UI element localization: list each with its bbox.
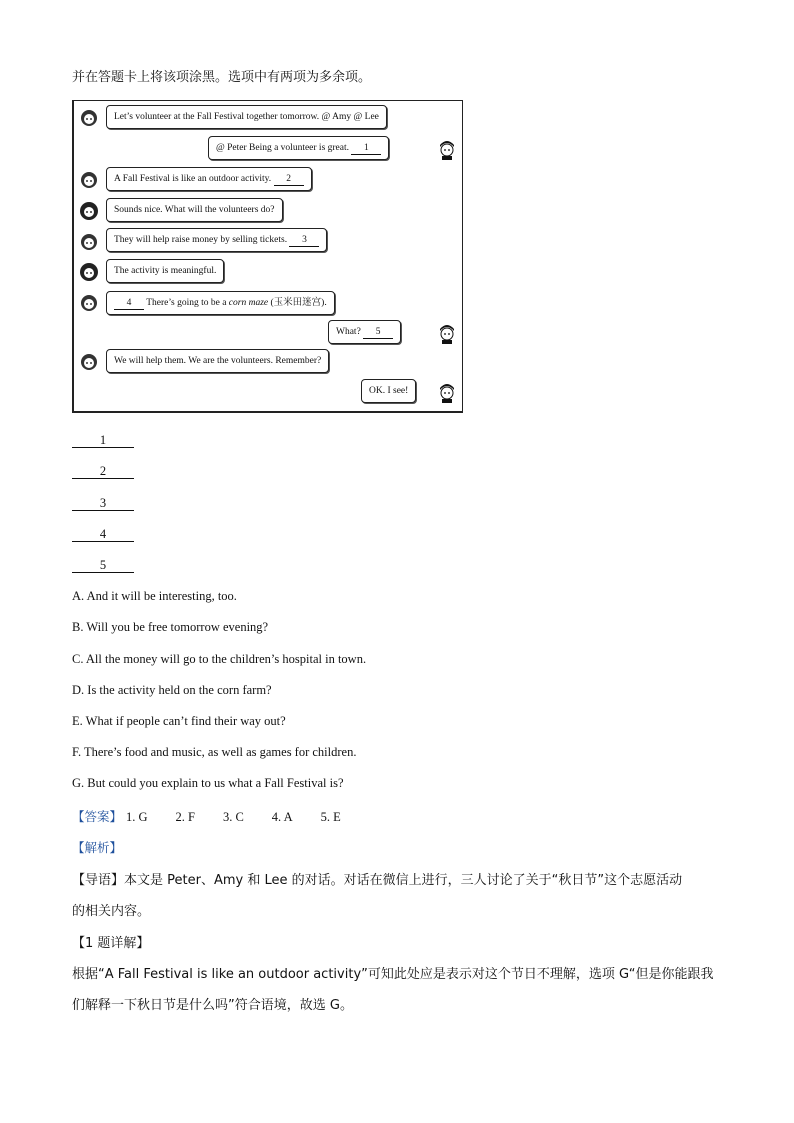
- guide-paragraph-cont: 的相关内容。: [72, 904, 151, 919]
- chat-bubble-10: OK. I see!: [361, 379, 416, 403]
- detail-1-label: 【1 题详解】: [72, 936, 150, 951]
- peter-avatar-icon: [78, 231, 100, 253]
- option-c: C. All the money will go to the children’s hospital in town.: [72, 652, 367, 666]
- amy-avatar-icon: [78, 261, 100, 283]
- blank-line-1: 1: [72, 433, 134, 448]
- lee-avatar-icon: [436, 322, 458, 344]
- chat-bubble-9: We will help them. We are the volunteers. Remember?: [106, 349, 329, 373]
- blank-line-3: 3: [72, 496, 134, 511]
- chat-bubble-1: Let’s volunteer at the Fall Festival together tomorrow. @ Amy @ Lee: [106, 105, 387, 129]
- peter-avatar-icon: [78, 169, 100, 191]
- blank-line-4: 4: [72, 527, 134, 542]
- peter-avatar-icon: [78, 292, 100, 314]
- chat-bubble-7: 4 There’s going to be a corn maze (玉米田迷宫).: [106, 291, 335, 315]
- chat-bubble-5: They will help raise money by selling tickets. 3: [106, 228, 327, 252]
- guide-paragraph: 【导语】本文是 Peter、Amy 和 Lee 的对话。对话在微信上进行，三人讨论了关于“秋日节”这个志愿活动: [72, 873, 683, 888]
- chat-bubble-2: @ Peter Being a volunteer is great. 1: [208, 136, 389, 160]
- lee-avatar-icon: [436, 138, 458, 160]
- chat-bubble-6: The activity is meaningful.: [106, 259, 224, 283]
- option-f: F. There’s food and music, as well as games for children.: [72, 745, 357, 759]
- option-g: G. But could you explain to us what a Fall Festival is?: [72, 776, 344, 790]
- amy-avatar-icon: [78, 200, 100, 222]
- chat-bubble-8: What? 5: [328, 320, 401, 344]
- instruction-text: 并在答题卡上将该项涂黑。选项中有两项为多余项。: [72, 70, 372, 85]
- chat-bubble-4: Sounds nice. What will the volunteers do?: [106, 198, 283, 222]
- chat-image: [72, 100, 463, 413]
- peter-avatar-icon: [78, 351, 100, 373]
- option-e: E. What if people can’t find their way out?: [72, 714, 286, 728]
- detail-1-line2: 们解释一下秋日节是什么吗”符合语境，故选 G。: [72, 998, 353, 1013]
- option-d: D. Is the activity held on the corn farm?: [72, 683, 272, 697]
- chat-bubble-3: A Fall Festival is like an outdoor activity. 2: [106, 167, 312, 191]
- option-a: A. And it will be interesting, too.: [72, 589, 237, 603]
- blank-line-5: 5: [72, 558, 134, 573]
- option-b: B. Will you be free tomorrow evening?: [72, 620, 269, 634]
- detail-1-line1: 根据“A Fall Festival is like an outdoor activity”可知此处应是表示对这个节日不理解，选项 G“但是你能跟我: [72, 967, 714, 982]
- answer-row: 【答案】 1. G 2. F 3. C 4. A 5. E: [72, 809, 341, 824]
- lee-avatar-icon: [436, 381, 458, 403]
- analysis-label: 【解析】: [72, 840, 123, 855]
- peter-avatar-icon: [78, 107, 100, 129]
- blank-line-2: 2: [72, 464, 134, 479]
